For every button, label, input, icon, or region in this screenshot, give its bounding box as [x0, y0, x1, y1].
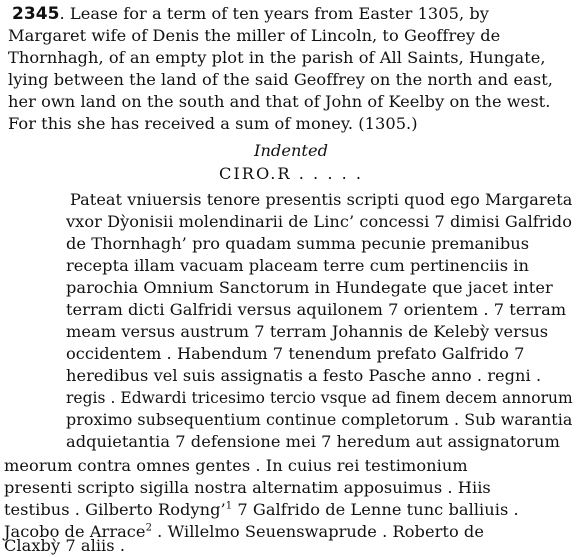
witness-text: Jacobo de Arrace — [4, 522, 146, 541]
indented-label: Indented — [254, 141, 329, 160]
latin-line: occidentem . Habendum 7 tenendum prefato Galfrido 7 — [66, 344, 525, 363]
latin-line: heredibus vel suis assignatis a festo Pasche anno . regni . — [66, 366, 542, 385]
latin-line: regis . Edwardi tricesimo tercio vsque ad finem decem annorum — [66, 389, 573, 407]
latin-line: terram dicti Galfridi versus aquilonem 7 orientem . 7 terram — [66, 300, 567, 319]
footnote-marker: 2 — [145, 522, 152, 534]
entry-number: 2345 — [12, 4, 60, 24]
footnote-marker: 1 — [225, 500, 233, 512]
summary-line-4: lying between the land of the said Geoffrey on the north and east, — [8, 70, 553, 89]
latin-line: meorum contra omnes gentes . In cuius rei testimonium — [4, 456, 468, 475]
latin-line: Pateat vniuersis tenore presentis scripti quod ego Margareta — [70, 190, 573, 209]
summary-line-1 — [12, 4, 489, 24]
latin-line: de Thornhagh’ pro quadam summa pecunie premanibus — [66, 234, 530, 253]
summary-line-6: For this she has received a sum of money. (1305.) — [8, 114, 418, 133]
witness-text: . Willelmo Seuenswaprude . Roberto de — [151, 522, 484, 541]
latin-line: recepta illam vacuam placeam terre cum pertinenciis in — [66, 256, 529, 275]
summary-line-5: her own land on the south and that of John of Keelby on the west. — [8, 92, 551, 111]
latin-line: meam versus austrum 7 terram Johannis de Kelebỳ versus — [66, 322, 549, 341]
ciro-heading: CIRO.R . . . . . — [219, 164, 364, 183]
witness-text: testibus . Gilberto Rodyng’ — [4, 500, 226, 519]
final-line: Claxbỳ 7 aliis . — [4, 536, 126, 555]
summary-text: . Lease for a term of ten years from Easter 1305, by — [59, 4, 489, 23]
latin-line: adquietantia 7 defensione mei 7 heredum aut assignatorum — [66, 432, 560, 451]
latin-line: proximo subsequentium continue completorum . Sub warantia — [66, 410, 573, 429]
summary-line-3: Thornhagh, of an empty plot in the parish of All Saints, Hungate, — [8, 48, 546, 67]
witness-text: 7 Galfrido de Lenne tunc balliuis . — [232, 500, 519, 519]
summary-line-2: Margaret wife of Denis the miller of Lincoln, to Geoffrey de — [8, 26, 501, 45]
latin-line: vxor Dỳonisii molendinarii de Linc’ concessi 7 dimisi Galfrido — [66, 212, 572, 231]
latin-line: presenti scripto sigilla nostra alternatim apposuimus . Hiis — [4, 478, 491, 497]
witness-line-1 — [4, 500, 519, 520]
latin-line: parochia Omnium Sanctorum in Hundegate que jacet inter — [66, 278, 553, 297]
